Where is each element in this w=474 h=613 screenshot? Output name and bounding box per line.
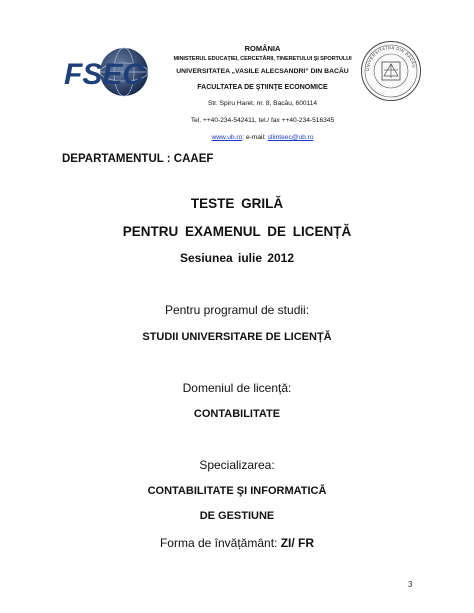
program-label: Pentru programul de studii: <box>164 303 310 317</box>
email-link[interactable]: stiinteec@ub.ro <box>267 134 314 141</box>
study-form-label: Forma de învățământ: <box>159 536 278 550</box>
session: Sesiunea iulie 2012 <box>179 251 295 265</box>
domain-value: CONTABILITATE <box>193 408 281 420</box>
specialization-value-line-1: CONTABILITATE ŞI INFORMATICĂ <box>147 485 327 497</box>
university-seal <box>360 40 422 102</box>
study-form-value: ZI/ FR <box>280 536 315 550</box>
header-country: ROMÂNIA <box>244 44 281 53</box>
program-value: STUDII UNIVERSITARE DE LICENȚĂ <box>142 331 332 343</box>
title-line-2: PENTRU EXAMENUL DE LICENȚĂ <box>122 224 352 239</box>
email-prefix: ; e-mail: <box>242 134 268 141</box>
header-faculty: FACULTATEA DE ŞTIINŢE ECONOMICE <box>197 84 328 91</box>
fsec-logo <box>62 40 162 104</box>
header-phone: Tel. ++40-234-542411, tel./ fax ++40-234-516345 <box>190 117 335 124</box>
page-number: 3 <box>408 580 413 589</box>
header-university: UNIVERSITATEA „VASILE ALECSANDRI” DIN BACĂU <box>176 68 349 75</box>
header-contact <box>160 134 365 141</box>
svg-text:FSEC: FSEC <box>64 58 145 91</box>
department-label: DEPARTAMENTUL : CAAEF <box>62 153 214 165</box>
header-ministry: MINISTERUL EDUCAŢIEI, CERCETĂRII, TINERETULUI ŞI SPORTULUI <box>173 56 352 62</box>
header-address: Str. Spiru Haret, nr. 8, Bacău, 600114 <box>207 100 318 107</box>
website-link[interactable]: www.ub.ro <box>211 134 243 141</box>
study-form <box>0 536 474 550</box>
specialization-label: Specializarea: <box>199 458 275 472</box>
svg-text:UNIVERSITATEA DIN BACĂU: UNIVERSITATEA DIN BACĂU <box>364 44 417 72</box>
domain-label: Domeniul de licență: <box>182 381 292 395</box>
title-line-1: TESTE GRILĂ <box>190 196 284 211</box>
specialization-value-line-2: DE GESTIUNE <box>199 510 275 522</box>
